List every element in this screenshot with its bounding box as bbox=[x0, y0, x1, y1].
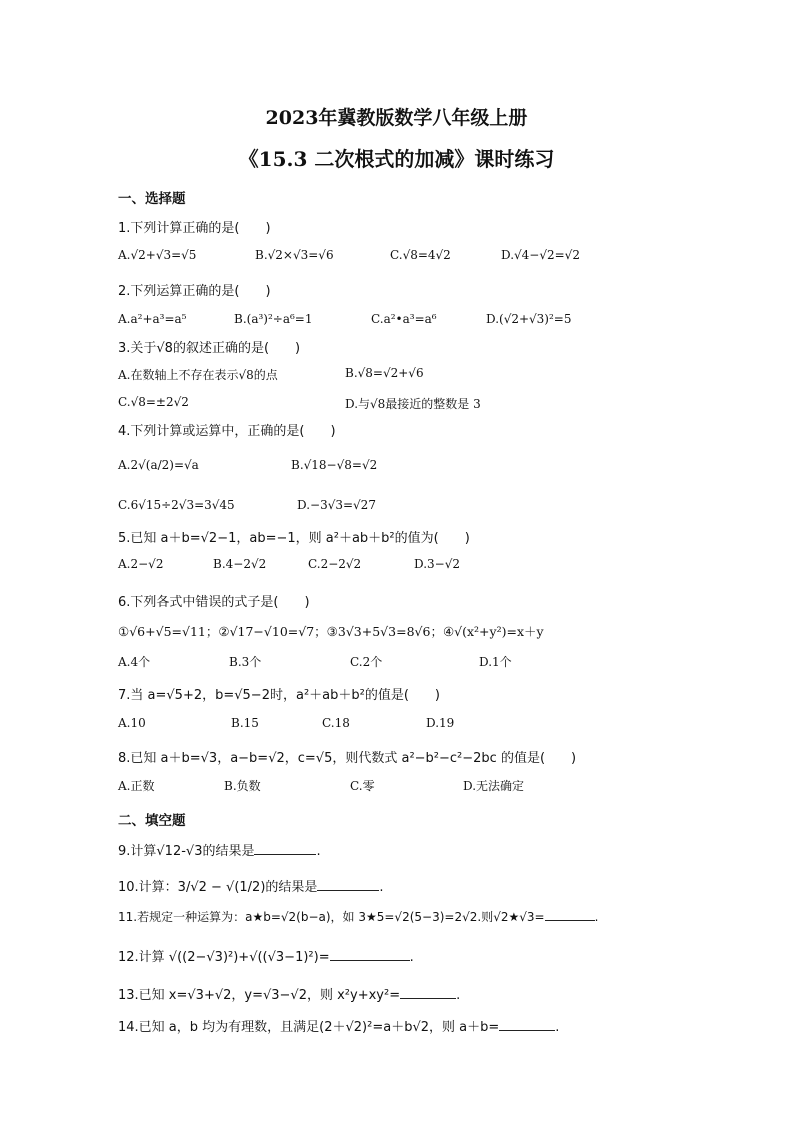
option-a: A.4个 bbox=[118, 655, 151, 669]
fill-question bbox=[118, 876, 384, 895]
option-d: D.3−√2 bbox=[414, 557, 460, 571]
fill-question-end: . bbox=[456, 988, 461, 1003]
option-d: D.19 bbox=[426, 716, 455, 730]
fill-question-text: 14.已知 a，b 均为有理数，且满足(2＋√2)²=a＋b√2，则 a＋b= bbox=[118, 1020, 500, 1035]
option-c: C.18 bbox=[322, 716, 350, 730]
answer-blank[interactable] bbox=[400, 986, 456, 999]
option-c: C.√8=4√2 bbox=[390, 248, 451, 262]
option-c: C.2−2√2 bbox=[308, 557, 362, 571]
option-c: C.a²•a³=a⁶ bbox=[371, 312, 437, 326]
option-b: B.√8=√2+√6 bbox=[345, 366, 424, 380]
option-a: A.a²+a³=a⁵ bbox=[118, 312, 187, 326]
question-stem: 7.当 a=√5+2，b=√5−2时，a²＋ab＋b²的值是( ) bbox=[118, 688, 440, 703]
option-b: B.15 bbox=[231, 716, 259, 730]
option-a: A.2−√2 bbox=[118, 557, 164, 571]
page-subtitle: 《15.3 二次根式的加减》课时练习 bbox=[238, 147, 555, 171]
answer-blank[interactable] bbox=[317, 878, 379, 891]
answer-blank[interactable] bbox=[330, 948, 410, 961]
option-d: D.−3√3=√27 bbox=[297, 498, 376, 512]
fill-question bbox=[118, 840, 321, 859]
fill-question-end: . bbox=[316, 844, 321, 859]
question-stem: 1.下列计算正确的是( ) bbox=[118, 221, 271, 236]
option-a: A.在数轴上不存在表示√8的点 bbox=[118, 368, 278, 382]
option-b: B.√2×√3=√6 bbox=[255, 248, 334, 262]
question-stem: 2.下列运算正确的是( ) bbox=[118, 284, 271, 299]
option-b: B.(a³)²÷a⁶=1 bbox=[234, 312, 313, 326]
option-b: B.√18−√8=√2 bbox=[291, 458, 378, 472]
answer-blank[interactable] bbox=[499, 1018, 555, 1031]
fill-question-end: . bbox=[594, 910, 599, 924]
section-heading: 二、填空题 bbox=[118, 813, 186, 829]
answer-blank[interactable] bbox=[254, 842, 316, 855]
fill-question-text: 11.若规定一种运算为：a★b=√2(b−a)，如 3★5=√2(5−3)=2√2.则√2★√3= bbox=[118, 910, 545, 924]
option-b: B.3个 bbox=[229, 655, 262, 669]
section-heading: 一、选择题 bbox=[118, 191, 186, 207]
option-c: C.零 bbox=[350, 779, 375, 793]
option-a: A.10 bbox=[118, 716, 146, 730]
fill-question bbox=[118, 1016, 559, 1035]
option-d: D.(√2+√3)²=5 bbox=[486, 312, 572, 326]
option-c: C.√8=±2√2 bbox=[118, 395, 189, 409]
option-d: D.√4−√2=√2 bbox=[501, 248, 580, 262]
question-stem: 5.已知 a＋b=√2−1，ab=−1，则 a²＋ab＋b²的值为( ) bbox=[118, 531, 470, 546]
option-d: D.1个 bbox=[479, 655, 512, 669]
question-statement-line: ①√6+√5=√11；②√17−√10=√7；③3√3+5√3=8√6；④√(x²+y²)=x＋y bbox=[118, 624, 544, 639]
option-a: A.2√(a/2)=√a bbox=[118, 458, 199, 472]
fill-question-text: 9.计算√12-√3的结果是 bbox=[118, 844, 255, 859]
option-c: C.6√15÷2√3=3√45 bbox=[118, 498, 235, 512]
fill-question-text: 13.已知 x=√3+√2，y=√3−√2，则 x²y+xy²= bbox=[118, 988, 401, 1003]
fill-question bbox=[118, 908, 598, 925]
question-stem: 8.已知 a＋b=√3，a−b=√2，c=√5，则代数式 a²−b²−c²−2bc 的值是( ) bbox=[118, 751, 577, 766]
fill-question-end: . bbox=[409, 950, 414, 965]
option-a: A.正数 bbox=[118, 779, 155, 793]
option-d: D.无法确定 bbox=[463, 779, 525, 793]
fill-question-end: . bbox=[555, 1020, 560, 1035]
fill-question bbox=[118, 946, 414, 965]
question-stem: 3.关于√8的叙述正确的是( ) bbox=[118, 341, 301, 356]
answer-blank[interactable] bbox=[545, 908, 595, 921]
option-c: C.2个 bbox=[350, 655, 383, 669]
question-stem: 4.下列计算或运算中，正确的是( ) bbox=[118, 424, 336, 439]
page-title: 2023年冀教版数学八年级上册 bbox=[265, 107, 528, 129]
question-stem: 6.下列各式中错误的式子是( ) bbox=[118, 595, 310, 610]
fill-question-text: 12.计算 √((2−√3)²)+√((√3−1)²)= bbox=[118, 950, 330, 965]
option-d: D.与√8最接近的整数是 3 bbox=[345, 397, 481, 411]
fill-question-end: . bbox=[379, 880, 384, 895]
option-b: B.负数 bbox=[224, 779, 261, 793]
option-b: B.4−2√2 bbox=[213, 557, 267, 571]
option-a: A.√2+√3=√5 bbox=[118, 248, 197, 262]
fill-question bbox=[118, 984, 460, 1003]
fill-question-text: 10.计算：3/√2 − √(1/2)的结果是 bbox=[118, 880, 318, 895]
